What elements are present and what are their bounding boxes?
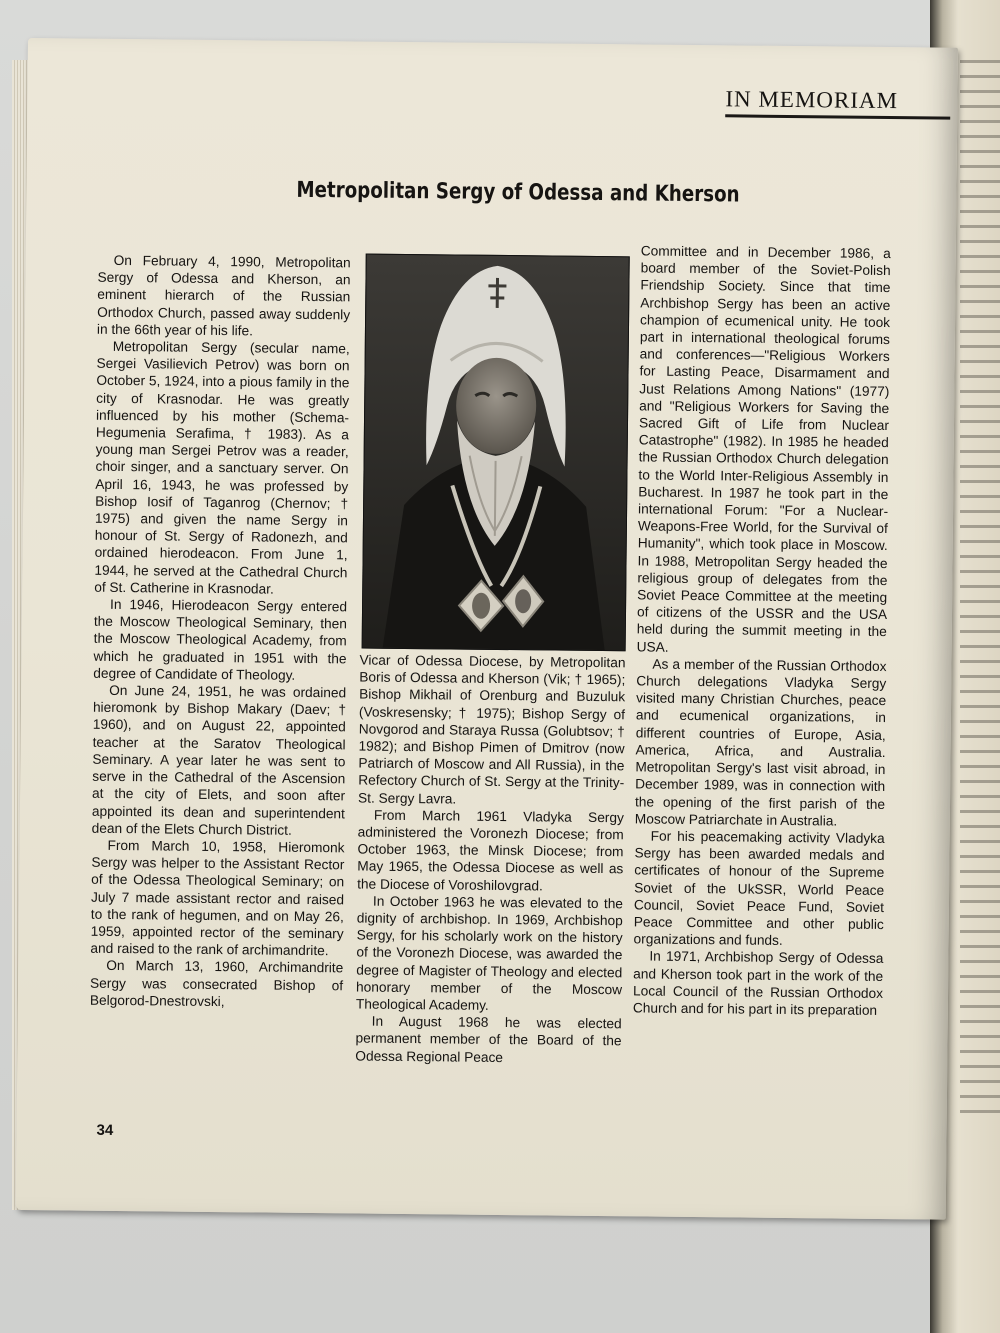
paragraph: On June 24, 1951, he was ordained hieromonk by Bishop Makary (Daev; † 1960), and on August 22, appointed teacher at the Saratov Theological Seminary. A year later he was sent to serve in the Cathedral of the Ascension at the city of Elets, and soon after appointed its dean and superintendent dean of the Elets Church District. [91,682,347,838]
middle-column [355,652,625,1068]
paragraph: From March 10, 1958, Hieromonk Sergy was helper to the Assistant Rector of the Odessa Theological Seminary; on July 7 made assistant rector and raised to the rank of hegumen, and on May 26, 1959, appointed rector of the seminary and raised to the rank of archimandrite. [90,837,345,959]
paragraph: On February 4, 1990, Metropolitan Sergy of Odessa and Kherson, an eminent hierarch of the Russian Orthodox Church, passed away suddenly in the 66th year of his life. [96,252,351,339]
paragraph: Vicar of Odessa Diocese, by Metropolitan Boris of Odessa and Kherson (Vik; † 1965); Bishop Mikhail of Orenburg and Buzuluk (Voskresensky; † 1975); Bishop Sergy of Novgorod and Staraya Russa (Golubtsov; † 1982); and Bishop Pimen of Dmitrov (now Patriarch of Moscow and All Russia), in the Refectory Church of St. Sergy at the Trinity-St. Sergy Lavra. [357,652,626,807]
paragraph: From March 1961 Vladyka Sergy administered the Voronezh Diocese; from October 1963, the Minsk Diocese; from May 1965, the Odessa Diocese as well as the Diocese of Voroshilovgrad. [357,807,624,894]
right-column [633,242,891,1019]
section-label: IN MEMORIAM [725,85,950,119]
left-column [90,252,351,1012]
paragraph: In 1971, Archbishop Sergy of Odessa and Kherson took part in the work of the Local Council of the Russian Orthodox Church and for his part in its preparation [632,948,884,1018]
paragraph: In August 1968 he was elected permanent member of the Board of the Odessa Regional Peace [355,1013,622,1065]
paragraph: For his peacemaking activity Vladyka Sergy has been awarded medals and certificates of honour of the Supreme Soviet of the UkSSR, World Peace Council, Soviet Peace Fund, Soviet Peace Committee and other public organizations and funds. [633,828,885,949]
paragraph: Committee and in December 1986, a board member of the Soviet-Polish Friendship Society. Since that time Archbishop Sergy has been an active champion of ecumenical unity. He took part in international theological forums and conferences—"Religious Workers for Lasting Peace, Disarmament and Just Relations Among Nations" (1977) and "Religious Workers for Saving the Sacred Gift of Life from Nuclear Catastrophe" (1982). In 1985 he headed the Russian Orthodox Church delegation to the World Inter-Religious Assembly in Bucharest. In 1987 he took part in the international Forum: "For a Nuclear-Weapons-Free World, for the Survival of Humanity", which took place in Moscow. In 1988, Metropolitan Sergy headed the religious group of delegates from the Soviet Peace Committee at the meeting of citizens of the USSR and the USA held during the summit meeting in the USA. [636,243,891,655]
article-title: Metropolitan Sergy of Odessa and Kherson [296,177,740,208]
paragraph: As a member of the Russian Orthodox Church delegations Vladyka Sergy visited many Christian Churches, peace and ecumenical organizations, in different countries of Europe, Asia, America, Africa, and Australia. Metropolitan Sergy's last visit abroad, in December 1989, was in connection with the opening of the first parish of the Moscow Patriarchate in Australia. [634,656,887,829]
portrait-photo [362,254,630,652]
magazine-page [16,38,958,1220]
paragraph: In October 1963 he was elevated to the dignity of archbishop. In 1969, Archbishop Sergy, for his scholarly work on the history of the Voronezh Diocese, was awarded the degree of Magister of Theology and elected honorary member of the Moscow Theological Academy. [355,893,624,1013]
paragraph: In 1946, Hierodeacon Sergy entered the Moscow Theological Seminary, then the Moscow Theological Academy, from which he graduated in 1951 with the degree of Candidate of Theology. [93,596,348,683]
facing-page-text [960,60,1000,1120]
page-number: 34 [96,1121,114,1139]
paragraph: On March 13, 1960, Archimandrite Sergy was consecrated Bishop of Belgorod-Dnestrovski, [89,958,344,1009]
paragraph: Metropolitan Sergy (secular name, Sergei Vasilievich Petrov) was born on October 5, 1924, into a pious family in the city of Krasnodar. He was greatly influenced by his mother (Schema-Hegumenia Serafima, † 1983). As a young man Sergei Petrov was a reader, choir singer, and a sanctuary server. On April 16, 1943, he was professed by Bishop Iosif of Taganrog (Chernov; † 1975) and given the name Sergy in honour of St. Sergy of Radonezh, and ordained hierodeacon. From June 1, 1944, he served at the Cathedral Church of St. Catherine in Krasnodar. [94,338,350,597]
